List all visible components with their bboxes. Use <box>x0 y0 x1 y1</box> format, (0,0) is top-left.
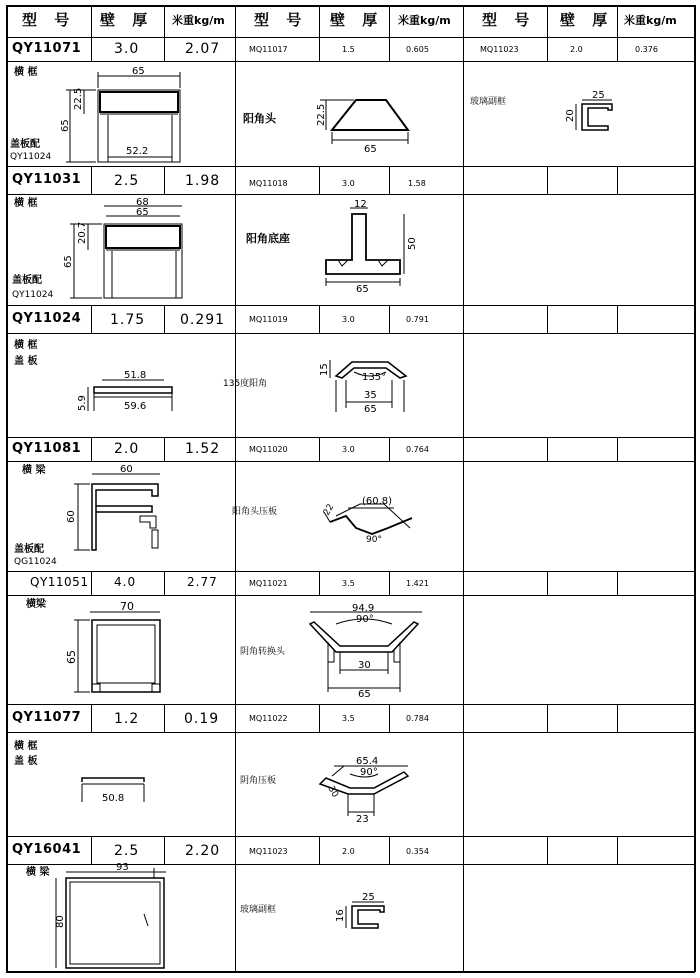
thickness-cell: 2.5 <box>114 173 140 189</box>
header-model: 型 号 <box>482 11 536 29</box>
col-divider <box>319 166 320 194</box>
row-divider <box>6 305 695 306</box>
model-cell: QY11071 <box>12 41 82 56</box>
model-cell: MQ11021 <box>249 579 288 588</box>
weight-cell: 0.784 <box>406 714 429 723</box>
col-divider <box>547 571 548 595</box>
dim-label: 65 <box>60 119 71 132</box>
dim-label: 52.2 <box>126 146 149 157</box>
header-model: 型 号 <box>22 11 76 29</box>
dim-label: 25 <box>592 90 605 101</box>
weight-cell: 0.19 <box>184 711 220 727</box>
col-divider <box>389 166 390 194</box>
profile-label: QY11024 <box>10 152 52 162</box>
dim-label: 65.4 <box>356 756 379 767</box>
header-thickness: 壁 厚 <box>560 11 614 29</box>
profile-label: 横 框 <box>14 198 38 209</box>
col-divider <box>319 5 320 37</box>
thickness-cell: 2.0 <box>342 847 355 856</box>
col-divider <box>389 305 390 333</box>
col-divider <box>91 437 92 461</box>
row-divider <box>6 571 695 572</box>
dim-label: 90° <box>360 767 378 778</box>
thickness-cell: 3.0 <box>114 41 140 57</box>
col-divider <box>463 5 464 972</box>
dim-label: 22.5 <box>316 103 327 126</box>
col-divider <box>389 437 390 461</box>
dim-label: 12 <box>354 199 367 210</box>
weight-cell: 0.791 <box>406 315 429 324</box>
profile-name: 135度阳角 <box>223 379 268 389</box>
col-divider <box>164 5 165 37</box>
dim-label: 60 <box>120 464 133 475</box>
weight-cell: 0.376 <box>635 45 658 54</box>
weight-cell: 1.421 <box>406 579 429 588</box>
col-divider <box>389 704 390 732</box>
dim-label: 50 <box>407 237 418 250</box>
dim-label: 65 <box>364 144 377 155</box>
profile-drawing-mq11022 <box>312 754 416 826</box>
profile-label: 横 框 <box>14 741 38 752</box>
col-divider <box>164 704 165 732</box>
weight-cell: 2.07 <box>185 41 221 57</box>
col-divider <box>235 5 236 972</box>
col-divider <box>617 704 618 732</box>
col-divider <box>617 166 618 194</box>
col-divider <box>164 305 165 333</box>
dim-label: 65 <box>358 689 371 700</box>
row-divider <box>6 836 695 837</box>
col-divider <box>547 836 548 864</box>
profile-label: 横 梁 <box>26 867 50 878</box>
col-divider <box>91 166 92 194</box>
profile-name: 阴角转换头 <box>240 647 286 657</box>
dim-label: 22 <box>321 502 337 518</box>
col-divider <box>617 37 618 61</box>
model-cell: MQ11017 <box>249 45 288 54</box>
col-divider <box>547 305 548 333</box>
thickness-cell: 1.75 <box>110 312 146 328</box>
profile-drawing-mq11018 <box>320 199 420 295</box>
model-cell: QY11031 <box>12 172 82 187</box>
header-thickness: 壁 厚 <box>330 11 384 29</box>
model-cell: MQ11023 <box>249 847 288 856</box>
profile-label: 横 框 <box>14 67 38 78</box>
header-weight: 米重kg/m <box>624 14 677 27</box>
col-divider <box>617 836 618 864</box>
weight-cell: 2.77 <box>187 575 218 589</box>
profile-label: 盖板配 <box>12 275 42 286</box>
dim-label: 5.9 <box>77 395 88 411</box>
dim-label: 15 <box>319 363 330 376</box>
dim-label: 51.8 <box>124 370 147 381</box>
row-divider <box>6 732 695 733</box>
dim-label: 90° <box>366 535 382 545</box>
col-divider <box>319 437 320 461</box>
model-cell: MQ11022 <box>249 714 288 723</box>
col-divider <box>547 437 548 461</box>
col-divider <box>389 5 390 37</box>
border-bottom <box>6 971 695 973</box>
dim-label: 65 <box>136 207 149 218</box>
col-divider <box>547 5 548 37</box>
col-divider <box>319 571 320 595</box>
dim-label: 93 <box>116 862 129 873</box>
col-divider <box>617 437 618 461</box>
dim-label: 65 <box>356 284 369 295</box>
col-divider <box>91 704 92 732</box>
profile-drawing-mq11021 <box>306 602 426 698</box>
col-divider <box>389 37 390 61</box>
row-divider <box>6 704 695 705</box>
thickness-cell: 3.0 <box>342 179 355 188</box>
profile-drawing-qy11071 <box>60 66 190 165</box>
profile-name: 玻璃副框 <box>240 905 277 915</box>
dim-label: 65 <box>65 650 78 664</box>
col-divider <box>319 704 320 732</box>
profile-drawing-qy16041 <box>50 862 180 971</box>
row-divider <box>6 864 695 865</box>
model-cell: QY11077 <box>12 710 82 725</box>
model-cell: QY11024 <box>12 311 82 326</box>
col-divider <box>617 571 618 595</box>
dim-label: 135° <box>362 372 387 383</box>
weight-cell: 0.605 <box>406 45 429 54</box>
col-divider <box>389 836 390 864</box>
thickness-cell: 2.0 <box>114 441 140 457</box>
border-top <box>6 5 695 7</box>
profile-name: 阳角头压板 <box>232 507 278 517</box>
dim-label: 94.9 <box>352 603 375 614</box>
profile-label: 盖 板 <box>14 756 38 767</box>
dim-label: 16 <box>335 909 346 922</box>
row-divider <box>6 194 695 195</box>
row-divider <box>6 166 695 167</box>
thickness-cell: 4.0 <box>114 575 137 589</box>
model-cell: MQ11018 <box>249 179 288 188</box>
dim-label: 23 <box>356 814 369 825</box>
profile-label: QG11024 <box>14 557 57 567</box>
dim-label: 65 <box>63 255 74 268</box>
profile-drawing-mq11023 <box>332 890 392 934</box>
dim-label: 25 <box>362 892 375 903</box>
profile-name: 阳角头 <box>243 112 276 125</box>
dim-label: 65 <box>364 404 377 415</box>
profile-drawing-qy11081 <box>66 466 176 556</box>
border-right <box>694 5 696 972</box>
weight-cell: 1.52 <box>185 441 221 457</box>
col-divider <box>91 5 92 37</box>
dim-label: 20 <box>565 109 576 122</box>
col-divider <box>319 305 320 333</box>
dim-label: 65 <box>132 66 145 77</box>
dim-label: 30 <box>325 784 340 800</box>
dim-label: 35 <box>364 390 377 401</box>
profile-drawing-qy11051 <box>66 600 176 700</box>
col-divider <box>164 571 165 595</box>
col-divider <box>164 37 165 61</box>
row-divider <box>6 437 695 438</box>
profile-name: 阴角压板 <box>240 776 277 786</box>
profile-label: 横梁 <box>26 599 46 610</box>
thickness-cell: 3.5 <box>342 579 355 588</box>
profile-label: QY11024 <box>12 290 54 300</box>
weight-cell: 0.291 <box>180 312 226 328</box>
thickness-cell: 1.5 <box>342 45 355 54</box>
dim-label: 30 <box>358 660 371 671</box>
col-divider <box>547 704 548 732</box>
weight-cell: 0.764 <box>406 445 429 454</box>
weight-cell: 0.354 <box>406 847 429 856</box>
profile-drawing-mq11017 <box>312 92 422 154</box>
dim-label: 60 <box>66 510 77 523</box>
col-divider <box>91 836 92 864</box>
profile-label: 盖板配 <box>10 139 40 150</box>
border-left <box>6 5 8 972</box>
model-cell: QY16041 <box>12 842 82 857</box>
dim-label: 68 <box>136 197 149 208</box>
col-divider <box>547 37 548 61</box>
profile-label: 盖 板 <box>14 356 38 367</box>
model-cell: MQ11023 <box>480 45 519 54</box>
row-divider <box>6 595 695 596</box>
profile-name: 阳角底座 <box>246 232 290 245</box>
thickness-cell: 2.0 <box>570 45 583 54</box>
profile-label: 横 梁 <box>22 465 46 476</box>
dim-label: 70 <box>120 600 134 613</box>
dim-label: 59.6 <box>124 401 147 412</box>
col-divider <box>319 37 320 61</box>
weight-cell: 2.20 <box>185 843 221 859</box>
col-divider <box>547 166 548 194</box>
col-divider <box>91 37 92 61</box>
profile-drawing-qy11024 <box>78 365 188 415</box>
profile-drawing-qy11031 <box>60 196 190 301</box>
weight-cell: 1.98 <box>185 173 221 189</box>
model-cell: MQ11019 <box>249 315 288 324</box>
profile-label: 横 框 <box>14 340 38 351</box>
col-divider <box>164 836 165 864</box>
header-weight: 米重kg/m <box>398 14 451 27</box>
dim-label: 80 <box>55 915 66 928</box>
profile-drawing-mq11023-right <box>560 90 620 138</box>
dim-label: 90° <box>356 614 374 625</box>
model-cell: QY11051 <box>30 575 89 589</box>
model-cell: MQ11020 <box>249 445 288 454</box>
header-model: 型 号 <box>254 11 308 29</box>
col-divider <box>617 305 618 333</box>
col-divider <box>164 166 165 194</box>
row-divider <box>6 461 695 462</box>
thickness-cell: 3.5 <box>342 714 355 723</box>
col-divider <box>617 5 618 37</box>
dim-label: 20.7 <box>77 221 88 244</box>
col-divider <box>389 571 390 595</box>
thickness-cell: 2.5 <box>114 843 140 859</box>
dim-label: 22.5 <box>73 87 84 110</box>
profile-drawing-qy11077 <box>78 776 168 806</box>
row-divider <box>6 61 695 62</box>
thickness-cell: 1.2 <box>114 711 140 727</box>
header-weight: 米重kg/m <box>172 14 225 27</box>
col-divider <box>91 305 92 333</box>
profile-label: 盖板配 <box>14 544 44 555</box>
row-divider <box>6 333 695 334</box>
dim-label: (60.8) <box>362 496 393 507</box>
profile-drawing-mq11019 <box>316 356 416 414</box>
model-cell: QY11081 <box>12 441 82 456</box>
row-divider <box>6 37 695 38</box>
dim-label: 50.8 <box>102 793 125 804</box>
weight-cell: 1.58 <box>408 179 426 188</box>
thickness-cell: 3.0 <box>342 315 355 324</box>
col-divider <box>319 836 320 864</box>
thickness-cell: 3.0 <box>342 445 355 454</box>
col-divider <box>91 571 92 595</box>
header-thickness: 壁 厚 <box>100 11 154 29</box>
col-divider <box>164 437 165 461</box>
profile-drawing-mq11020 <box>316 492 420 548</box>
profile-name: 玻璃副框 <box>470 97 507 107</box>
